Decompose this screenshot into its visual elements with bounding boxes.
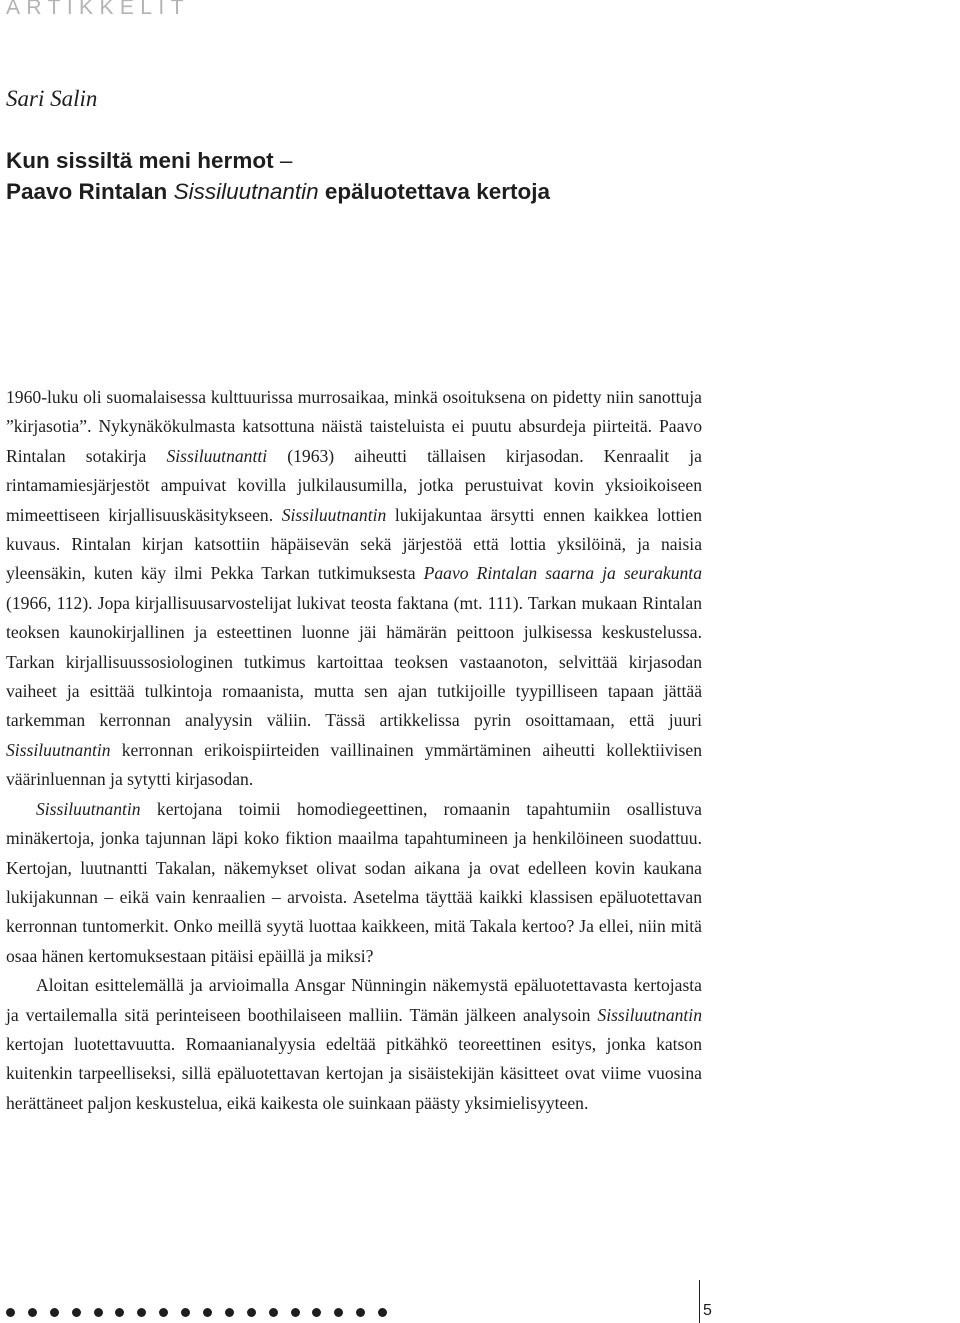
dot-icon xyxy=(225,1308,234,1317)
dot-icon xyxy=(6,1308,15,1317)
text-run: (1966, 112). Jopa kirjallisuusarvostelijat lukivat teosta faktana (mt. 111). Tarkan mukaan Rintalan teoksen kaunokirjallinen ja esteettinen luonne jäi hämärän peittoon julkisessa keskustelussa. Tarkan kirjallisuussosiologinen tutkimus kartoittaa teoksen vastaanoton, selvittää kirjasodan vaiheet ja esittää tulkintoja romaanista, mutta sen ajan tutkijoille tyypilliseen tapaan jättää tarkemman kerronnan analyysin väliin. Tässä artikkelissa pyrin osoittamaan, että juuri xyxy=(6,592,702,731)
work-title: Sissiluutnantin xyxy=(36,798,141,819)
work-title: Sissiluutnantin xyxy=(281,504,387,525)
dot-icon xyxy=(137,1308,146,1317)
dot-icon xyxy=(291,1308,300,1317)
dot-icon xyxy=(181,1308,190,1317)
paragraph-1 xyxy=(6,383,702,795)
text-run: Aloitan esittelemällä ja arvioimalla Ansgar Nünningin näkemystä epäluotettavasta kertojasta ja vertailemalla sitä perinteiseen boothilaiseen malliin. Tämän jälkeen analysoin xyxy=(6,975,702,1025)
work-title: Sissiluutnantti xyxy=(166,445,268,466)
text-run: (1963) aiheutti tällaisen kirjasodan. Kenraalit ja rintamamiesjärjestöt ampuivat kovilla julkilausumilla, jotka perustuivat kovin yksioikoiseen mimeettiseen kirjallisuuskäsitykseen. xyxy=(6,445,702,525)
dot-icon xyxy=(334,1308,343,1317)
paragraph-2 xyxy=(6,795,702,971)
title-line-2-suffix: epäluotettava kertoja xyxy=(318,179,550,204)
page-number: 5 xyxy=(703,1302,712,1319)
dot-icon xyxy=(203,1308,212,1317)
dot-icon xyxy=(72,1308,81,1317)
dot-icon xyxy=(378,1308,387,1317)
title-line-2-prefix: Paavo Rintalan xyxy=(6,179,174,204)
dot-icon xyxy=(50,1308,59,1317)
dot-icon xyxy=(28,1308,37,1317)
text-run: kertojana toimii homodiegeettinen, romaanin tapahtumiin osallistuva minäkertoja, jonka tajunnan läpi koko fiktion maailma tapahtumineen ja henkilöineen suodattuu. Kertojan, luutnantti Takalan, näkemykset olivat sodan aikana ja ovat edelleen kovin kaukana lukijakunnan – eikä vain kenraalien – arvoista. Asetelma täyttää kaikki klassisen epäluotettavan kerronnan tuntomerkit. Onko meillä syytä luottaa kaikkeen, mitä Takala kertoo? Ja ellei, niin mitä osaa hänen kertomuksestaan pitäisi epäillä ja miksi? xyxy=(6,798,702,966)
work-title: Sissiluutnantin xyxy=(597,1004,702,1025)
section-label: ARTIKKELIT xyxy=(6,0,190,19)
work-title: Paavo Rintalan saarna ja seurakunta xyxy=(423,563,702,584)
dot-icon xyxy=(94,1308,103,1317)
text-run: lukijakuntaa ärsytti ennen kaikkea lottien kuvaus. Rintalan kirjan katsottiin häpäisevän sekä järjestöä että lottia yksilöinä, ja naisia yleensäkin, kuten käy ilmi Pekka Tarkan tutkimuksesta xyxy=(6,504,702,584)
text-run: 1960-luku oli suomalaisessa kulttuurissa murrosaikaa, minkä osoituksena on pidetty niin sanottuja ”kirjasotia”. Nykynäkökulmasta katsottuna näistä taisteluista ei puutu absurdeja piirteitä. Paavo Rintalan sotakirja xyxy=(6,387,702,466)
dot-icon xyxy=(312,1308,321,1317)
title-line-2-italic: Sissiluutnantin xyxy=(173,179,319,204)
paragraph-3 xyxy=(6,971,702,1118)
decorative-dot-row xyxy=(6,1308,387,1318)
dot-icon xyxy=(159,1308,168,1317)
article-body xyxy=(6,383,702,1118)
text-run: kertojan luotettavuutta. Romaanianalyysia edeltää pitkähkö teoreettinen esitys, jonka katson kuitenkin tarpeelliseksi, sillä epäluotettavan kertojan ja sisäistekijän käsitteet ovat viime vuosina herättäneet paljon keskustelua, eikä kaikesta ole suinkaan päästy yksimielisyyteen. xyxy=(6,1033,702,1113)
page-footer xyxy=(0,1280,960,1323)
title-line-1: Kun sissiltä meni hermot xyxy=(6,148,274,173)
dot-icon xyxy=(115,1308,124,1317)
dot-icon xyxy=(269,1308,278,1317)
title-dash: – xyxy=(279,148,293,173)
dot-icon xyxy=(356,1308,365,1317)
text-run: kerronnan erikoispiirteiden vaillinainen ymmärtäminen aiheutti kollektiivisen väärinluennan ja sytytti kirjasodan. xyxy=(6,739,702,790)
author-name: Sari Salin xyxy=(6,86,98,111)
article-title xyxy=(6,145,550,207)
work-title: Sissiluutnantin xyxy=(6,739,111,760)
footer-divider xyxy=(699,1280,700,1323)
dot-icon xyxy=(247,1308,256,1317)
